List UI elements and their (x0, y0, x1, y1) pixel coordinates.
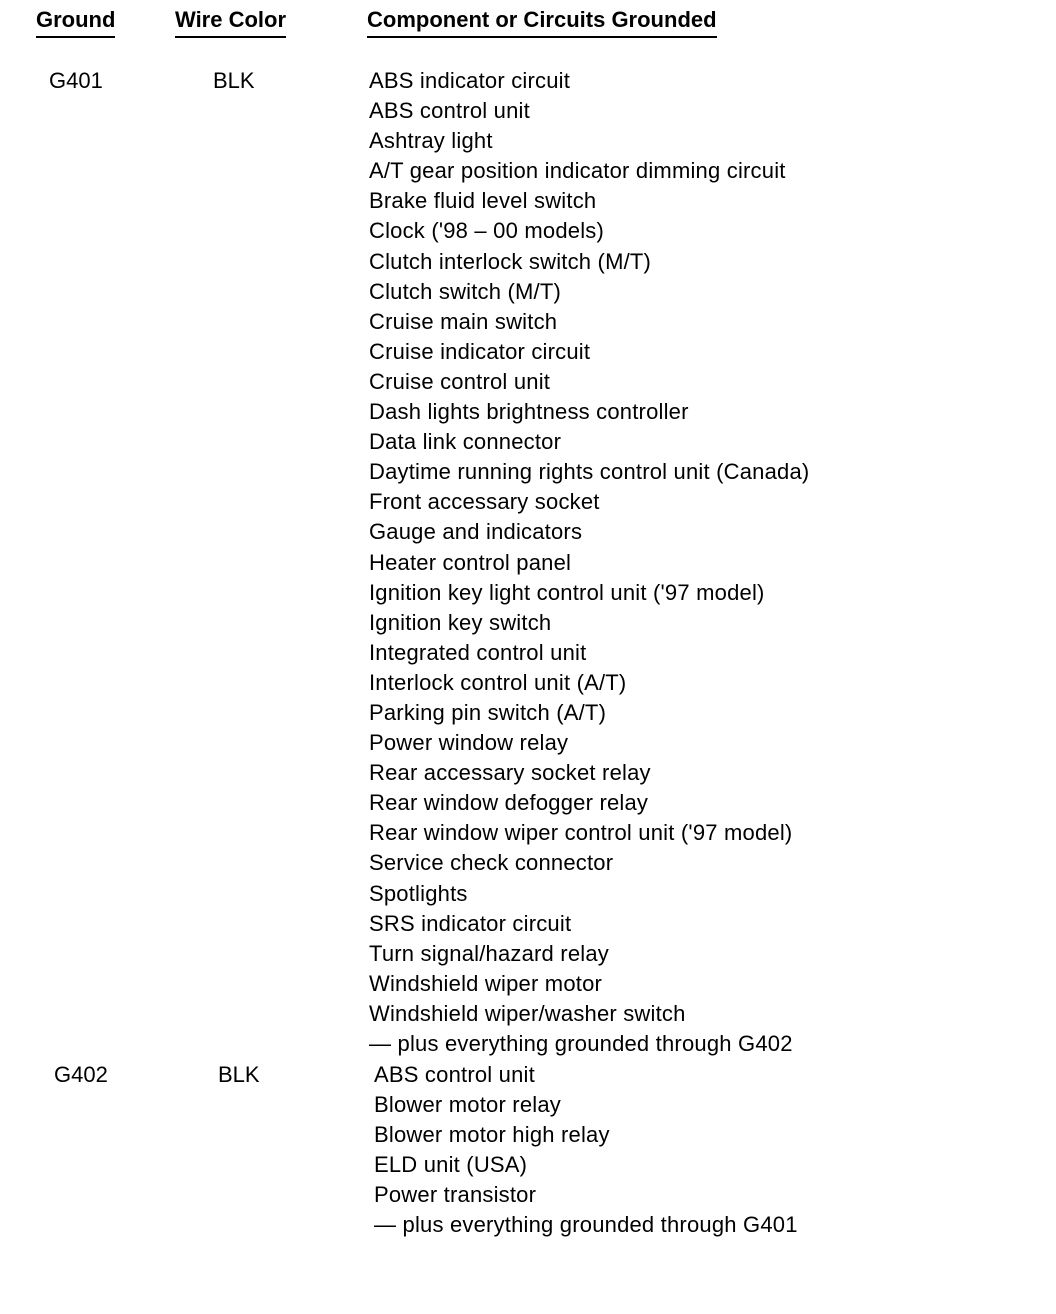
component-item: Cruise main switch (369, 308, 558, 334)
component-item: Blower motor relay (374, 1092, 561, 1118)
component-item: Gauge and indicators (369, 519, 583, 545)
component-item: Cruise control unit (369, 368, 551, 394)
ground-id: G401 (49, 68, 103, 93)
component-item: ABS control unit (374, 1062, 535, 1087)
component-item: Power window relay (369, 730, 569, 756)
component-item: Clutch switch (M/T) (369, 278, 562, 304)
component-item: Power transistor (374, 1182, 537, 1208)
ground-id: G402 (54, 1062, 108, 1087)
component-item: Turn signal/hazard relay (369, 940, 609, 966)
component-item: Parking pin switch (A/T) (369, 699, 607, 725)
component-item: Clutch interlock switch (M/T) (369, 248, 652, 274)
component-item: Rear accessary socket relay (369, 760, 651, 786)
component-item: SRS indicator circuit (369, 910, 572, 936)
header-component: Component or Circuits Grounded (367, 6, 717, 38)
component-item: Ignition key switch (369, 609, 552, 635)
component-item: ELD unit (USA) (374, 1152, 528, 1178)
component-item: Windshield wiper/washer switch (369, 1000, 686, 1026)
component-list (374, 1060, 798, 1241)
component-item: Spotlights (369, 880, 468, 906)
component-item: Interlock control unit (A/T) (369, 669, 627, 695)
component-item: — plus everything grounded through G401 (374, 1212, 798, 1238)
wire-color: BLK (213, 68, 255, 93)
component-item: Rear window defogger relay (369, 790, 649, 816)
component-item: Cruise indicator circuit (369, 338, 591, 364)
component-item: Clock ('98 – 00 models) (369, 218, 605, 244)
header-wire-color: Wire Color (175, 6, 286, 38)
component-item: Rear window wiper control unit ('97 model) (369, 820, 793, 846)
component-item: ABS indicator circuit (369, 68, 571, 93)
wire-color: BLK (218, 1062, 260, 1087)
component-list (369, 66, 809, 1059)
header-ground: Ground (36, 6, 115, 38)
component-item: Blower motor high relay (374, 1122, 610, 1148)
component-item: Service check connector (369, 850, 614, 876)
component-item: Ignition key light control unit ('97 model) (369, 579, 765, 605)
component-item: Dash lights brightness controller (369, 399, 689, 425)
component-item: Brake fluid level switch (369, 188, 597, 214)
component-item: A/T gear position indicator dimming circuit (369, 158, 786, 184)
component-item: Front accessary socket (369, 489, 600, 515)
component-item: Daytime running rights control unit (Canada) (369, 459, 810, 485)
component-item: Heater control panel (369, 549, 572, 575)
component-item: Integrated control unit (369, 639, 587, 665)
component-item: — plus everything grounded through G402 (369, 1031, 793, 1056)
component-item: ABS control unit (369, 98, 530, 124)
component-item: Data link connector (369, 429, 562, 455)
component-item: Windshield wiper motor (369, 970, 603, 996)
component-item: Ashtray light (369, 128, 493, 154)
